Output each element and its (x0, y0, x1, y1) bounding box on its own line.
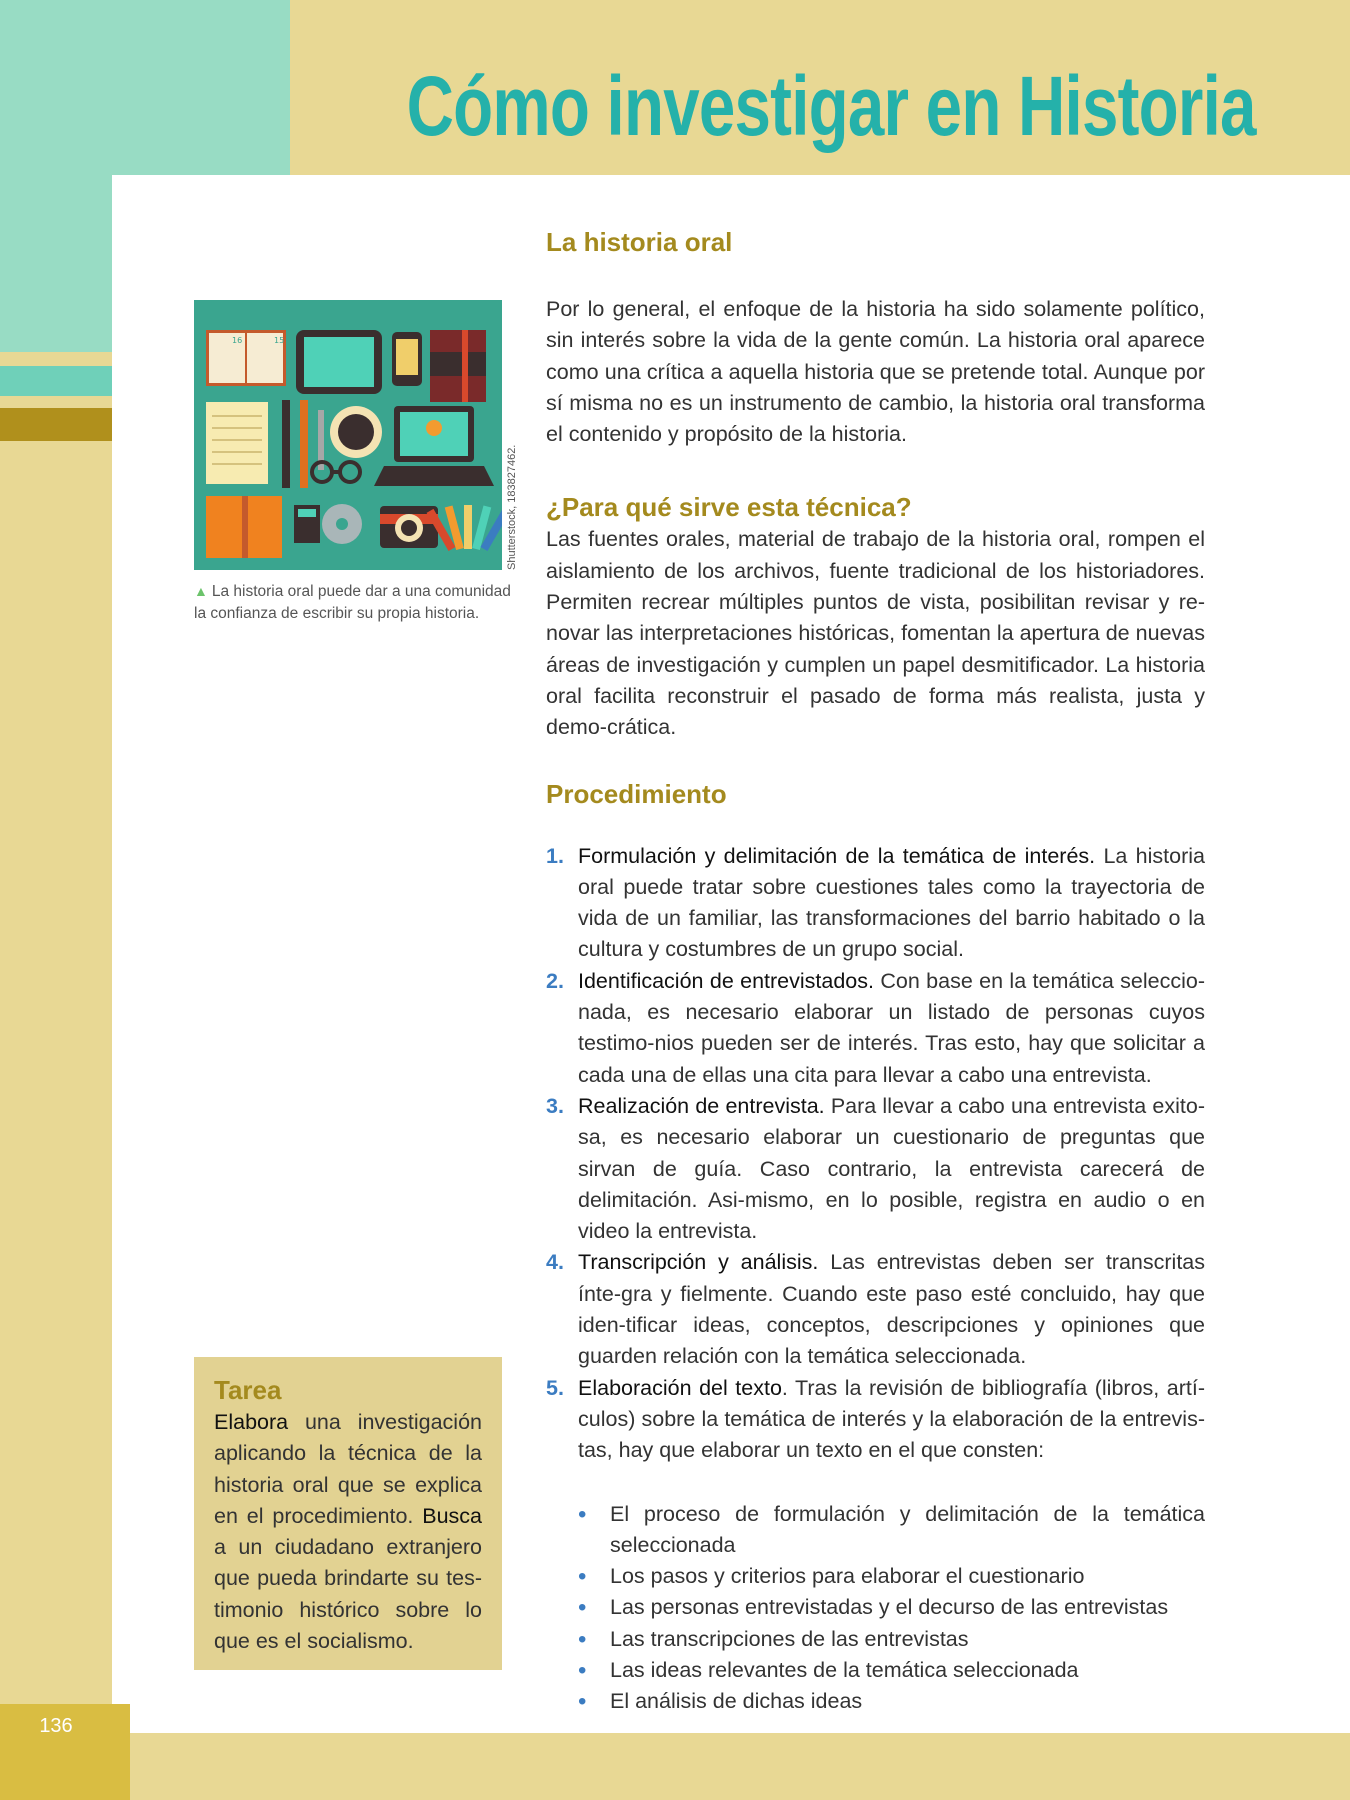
decorative-stripe-teal (0, 366, 112, 396)
bullet-item: • Las personas entrevistadas y el decurso de las entrevistas (578, 1592, 1205, 1623)
step-number: 4. (546, 1250, 564, 1275)
image-credit: Shutterstock, 183827462. (506, 444, 518, 570)
procedure-step (546, 1247, 1205, 1372)
procedure-step (546, 1091, 1205, 1247)
procedure-step (546, 841, 1205, 966)
task-box (194, 1357, 502, 1670)
bullet-item: • Las ideas relevantes de la temática seleccionada (578, 1655, 1205, 1686)
office-items-icon (194, 300, 502, 570)
procedure-steps-list (546, 841, 1205, 1467)
task-text (214, 1407, 482, 1657)
decorative-stripe-gold (0, 408, 112, 441)
oral-history-paragraph: Por lo general, el enfoque de la historia ha sido solamente político, sin interés sobre la vida de la gente común. La historia oral aparece como una crítica a aquella historia que se pretende total. Aunque por sí misma no es un instrumento de cambio, la historia oral transforma el contenido y propósito de la historia. (546, 297, 1205, 447)
step-title: Identificación de entrevistados. (578, 968, 874, 993)
purpose-paragraph: Las fuentes orales, material de trabajo de la historia oral, rompen el aislamiento de los archivos, fuente tradicional de los historiadores. Permiten recrear múltiples puntos de vista, posibilitan revisar y re-novar las interpretaciones históricas, fomentan la apertura de nuevas áreas de investigación y cumplen un papel desmitificador. La historia oral facilita reconstruir el pasado de forma más realista, justa y demo-crática. (546, 527, 1205, 740)
step-number: 3. (546, 1093, 564, 1118)
main-column (546, 222, 1205, 1718)
page-number: 136 (39, 1715, 73, 1737)
step-number: 1. (546, 843, 564, 868)
step-number: 2. (546, 968, 564, 993)
bullet-item: • El proceso de formulación y delimitación de la temática seleccionada (578, 1499, 1205, 1562)
step-title: Transcripción y análisis. (578, 1250, 819, 1275)
calendar-day-right: 15 (274, 336, 285, 345)
task-text-part2: a un ciudadano extranjero que pueda brindarte su tes-timonio histórico sobre lo que es el socialismo. (214, 1535, 482, 1654)
step-title: Formulación y delimitación de la temática de interés. (578, 843, 1096, 868)
step-text: . Tras la revisión de bibliografía (libros, artí-culos) sobre la temática de interés y la elaboración de la entrevis-tas, hay que elaborar un texto en el que consten: (578, 1375, 1206, 1463)
text-contents-bullet-list (546, 1499, 1205, 1718)
section-heading-procedure: Procedimiento (546, 778, 727, 809)
caption-text: La historia oral puede dar a una comunidad la confianza de escribir su propia historia. (194, 583, 511, 622)
bullet-item: • Los pasos y criterios para elaborar el cuestionario (578, 1561, 1205, 1592)
step-number: 5. (546, 1375, 564, 1400)
calendar-day-left: 16 (232, 336, 243, 345)
procedure-step (546, 1373, 1205, 1467)
step-text: Las entrevistas deben ser transcritas ínte-gra y fielmente. Cuando este paso esté concluido, hay que iden-tificar ideas, conceptos, descripciones y opiniones que guarden relación con la temática seleccionada. (578, 1250, 1206, 1369)
triangle-icon: ▲ (194, 583, 208, 599)
step-title: Realización de entrevista. (578, 1093, 825, 1118)
section-heading-oral-history: La historia oral (546, 227, 733, 257)
task-heading: Tarea (214, 1375, 282, 1405)
task-verb-busca: Busca (422, 1503, 482, 1528)
page-title: Cómo investigar en Historia (406, 59, 1256, 153)
step-text: Con base en la temática seleccio-nada, es necesario elaborar un listado de personas cuyos testimo-nios pueden ser de interés. Tras esto, hay que solicitar a cada una de ellas una cita para llevar a cabo una entrevista. (578, 968, 1205, 1087)
image-caption (194, 580, 514, 625)
step-text: La historia oral puede tratar sobre cuestiones tales como la trayectoria de vida de un familiar, las transformaciones del barrio habitado o la cultura y costumbres de un grupo social. (578, 843, 1205, 962)
task-verb-elabora: Elabora (214, 1410, 289, 1434)
section-heading-purpose: ¿Para qué sirve esta técnica? (546, 492, 912, 523)
task-text-part1: una investigación aplicando la técnica de la historia oral que se explica en el procedimiento. (214, 1410, 482, 1528)
illustration-office-items (194, 300, 502, 570)
step-text: Para llevar a cabo una entrevista exito-sa, es necesario elaborar un cuestionario de preguntas que sirvan de guía. Caso contrario, la entrevista carecerá de delimitación. Asi-mismo, en lo posible, registra en audio o en video la entrevista. (578, 1093, 1205, 1244)
procedure-step (546, 966, 1205, 1091)
bullet-item: • Las transcripciones de las entrevistas (578, 1624, 1205, 1655)
bullet-item: • El análisis de dichas ideas (578, 1686, 1205, 1717)
step-title: Elaboración del texto (578, 1375, 782, 1400)
